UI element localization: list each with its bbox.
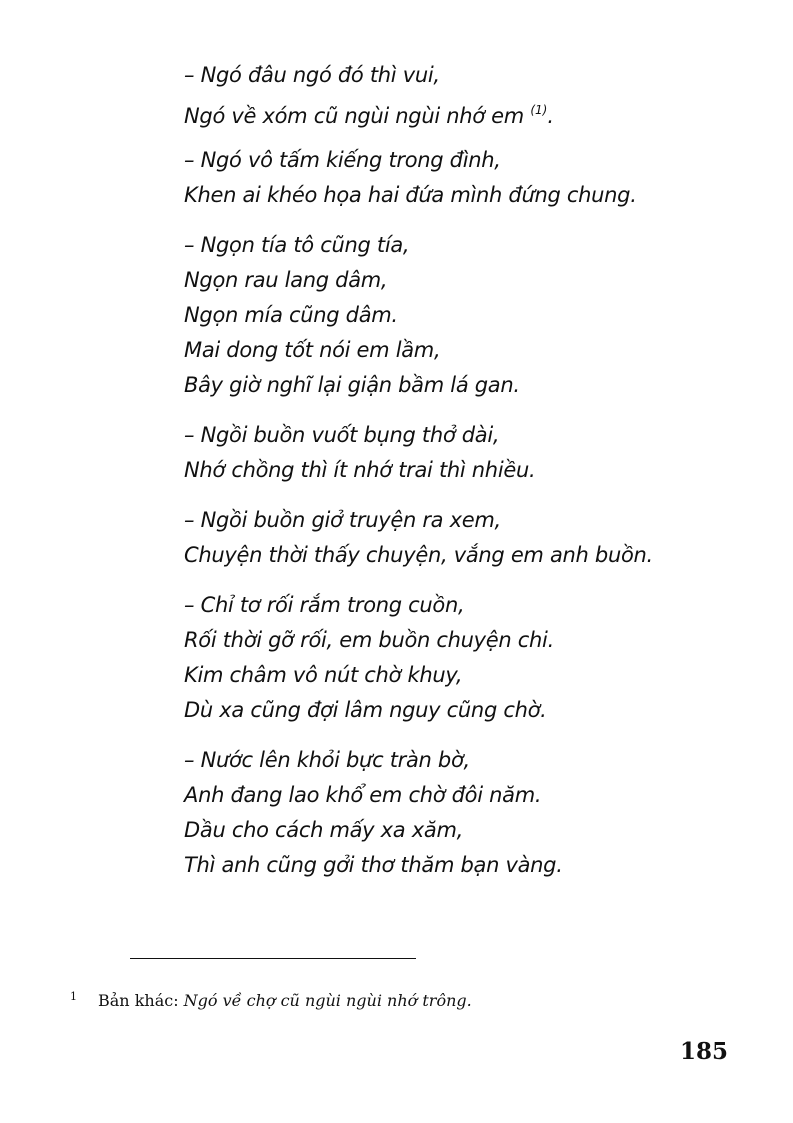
- verse-line: Nhớ chồng thì ít nhớ trai thì nhiều.: [184, 458, 536, 482]
- footnote-label: Bản khác:: [98, 991, 184, 1010]
- verse-line: Anh đang lao khổ em chờ đôi năm.: [184, 783, 542, 807]
- verse-line: Chuyện thời thấy chuyện, vắng em anh buồn.: [184, 543, 653, 567]
- stanza: [184, 228, 764, 403]
- stanza: [184, 743, 764, 883]
- page-number: 185: [680, 1038, 729, 1065]
- footnote: [70, 982, 730, 1016]
- stanza: [184, 418, 764, 488]
- footnote-divider: [130, 958, 416, 959]
- verse-line: Dù xa cũng đợi lâm nguy cũng chờ.: [184, 698, 547, 722]
- verse-line: – Nước lên khỏi bực tràn bờ,: [184, 748, 470, 772]
- verse-line: – Chỉ tơ rối rắm trong cuồn,: [184, 593, 465, 617]
- verse-line: Dầu cho cách mấy xa xăm,: [184, 818, 463, 842]
- stanza: [184, 588, 764, 728]
- verse-line: – Ngó vô tấm kiếng trong đình,: [184, 148, 501, 172]
- verse-line: Ngọn mía cũng dâm.: [184, 303, 398, 327]
- verse-line: Ngọn rau lang dâm,: [184, 268, 388, 292]
- verse-line-with-note: [184, 93, 764, 128]
- footnote-reference: (1): [530, 103, 548, 117]
- verse-line-tail: .: [547, 104, 554, 128]
- footnote-marker: 1: [70, 990, 77, 1003]
- verse-line: Rối thời gỡ rối, em buồn chuyện chi.: [184, 628, 554, 652]
- verse-line: Mai dong tốt nói em lầm,: [184, 338, 441, 362]
- verse-line: – Ngó đâu ngó đó thì vui,: [184, 63, 440, 87]
- verse-line: Khen ai khéo họa hai đứa mình đứng chung.: [184, 183, 637, 207]
- stanza: [184, 58, 764, 128]
- poem-body: [184, 58, 764, 898]
- verse-line: – Ngồi buồn giở truyện ra xem,: [184, 508, 501, 532]
- verse-line: – Ngọn tía tô cũng tía,: [184, 233, 410, 257]
- verse-line: Thì anh cũng gởi thơ thăm bạn vàng.: [184, 853, 563, 877]
- verse-line: – Ngồi buồn vuốt bụng thở dài,: [184, 423, 500, 447]
- stanza: [184, 143, 764, 213]
- verse-line: Bây giờ nghĩ lại giận bầm lá gan.: [184, 373, 520, 397]
- stanza: [184, 503, 764, 573]
- footnote-text: Ngó về chợ cũ ngùi ngùi nhớ trông.: [183, 991, 472, 1010]
- verse-line-text: Ngó về xóm cũ ngùi ngùi nhớ em: [184, 104, 524, 128]
- verse-line: Kim châm vô nút chờ khuy,: [184, 663, 463, 687]
